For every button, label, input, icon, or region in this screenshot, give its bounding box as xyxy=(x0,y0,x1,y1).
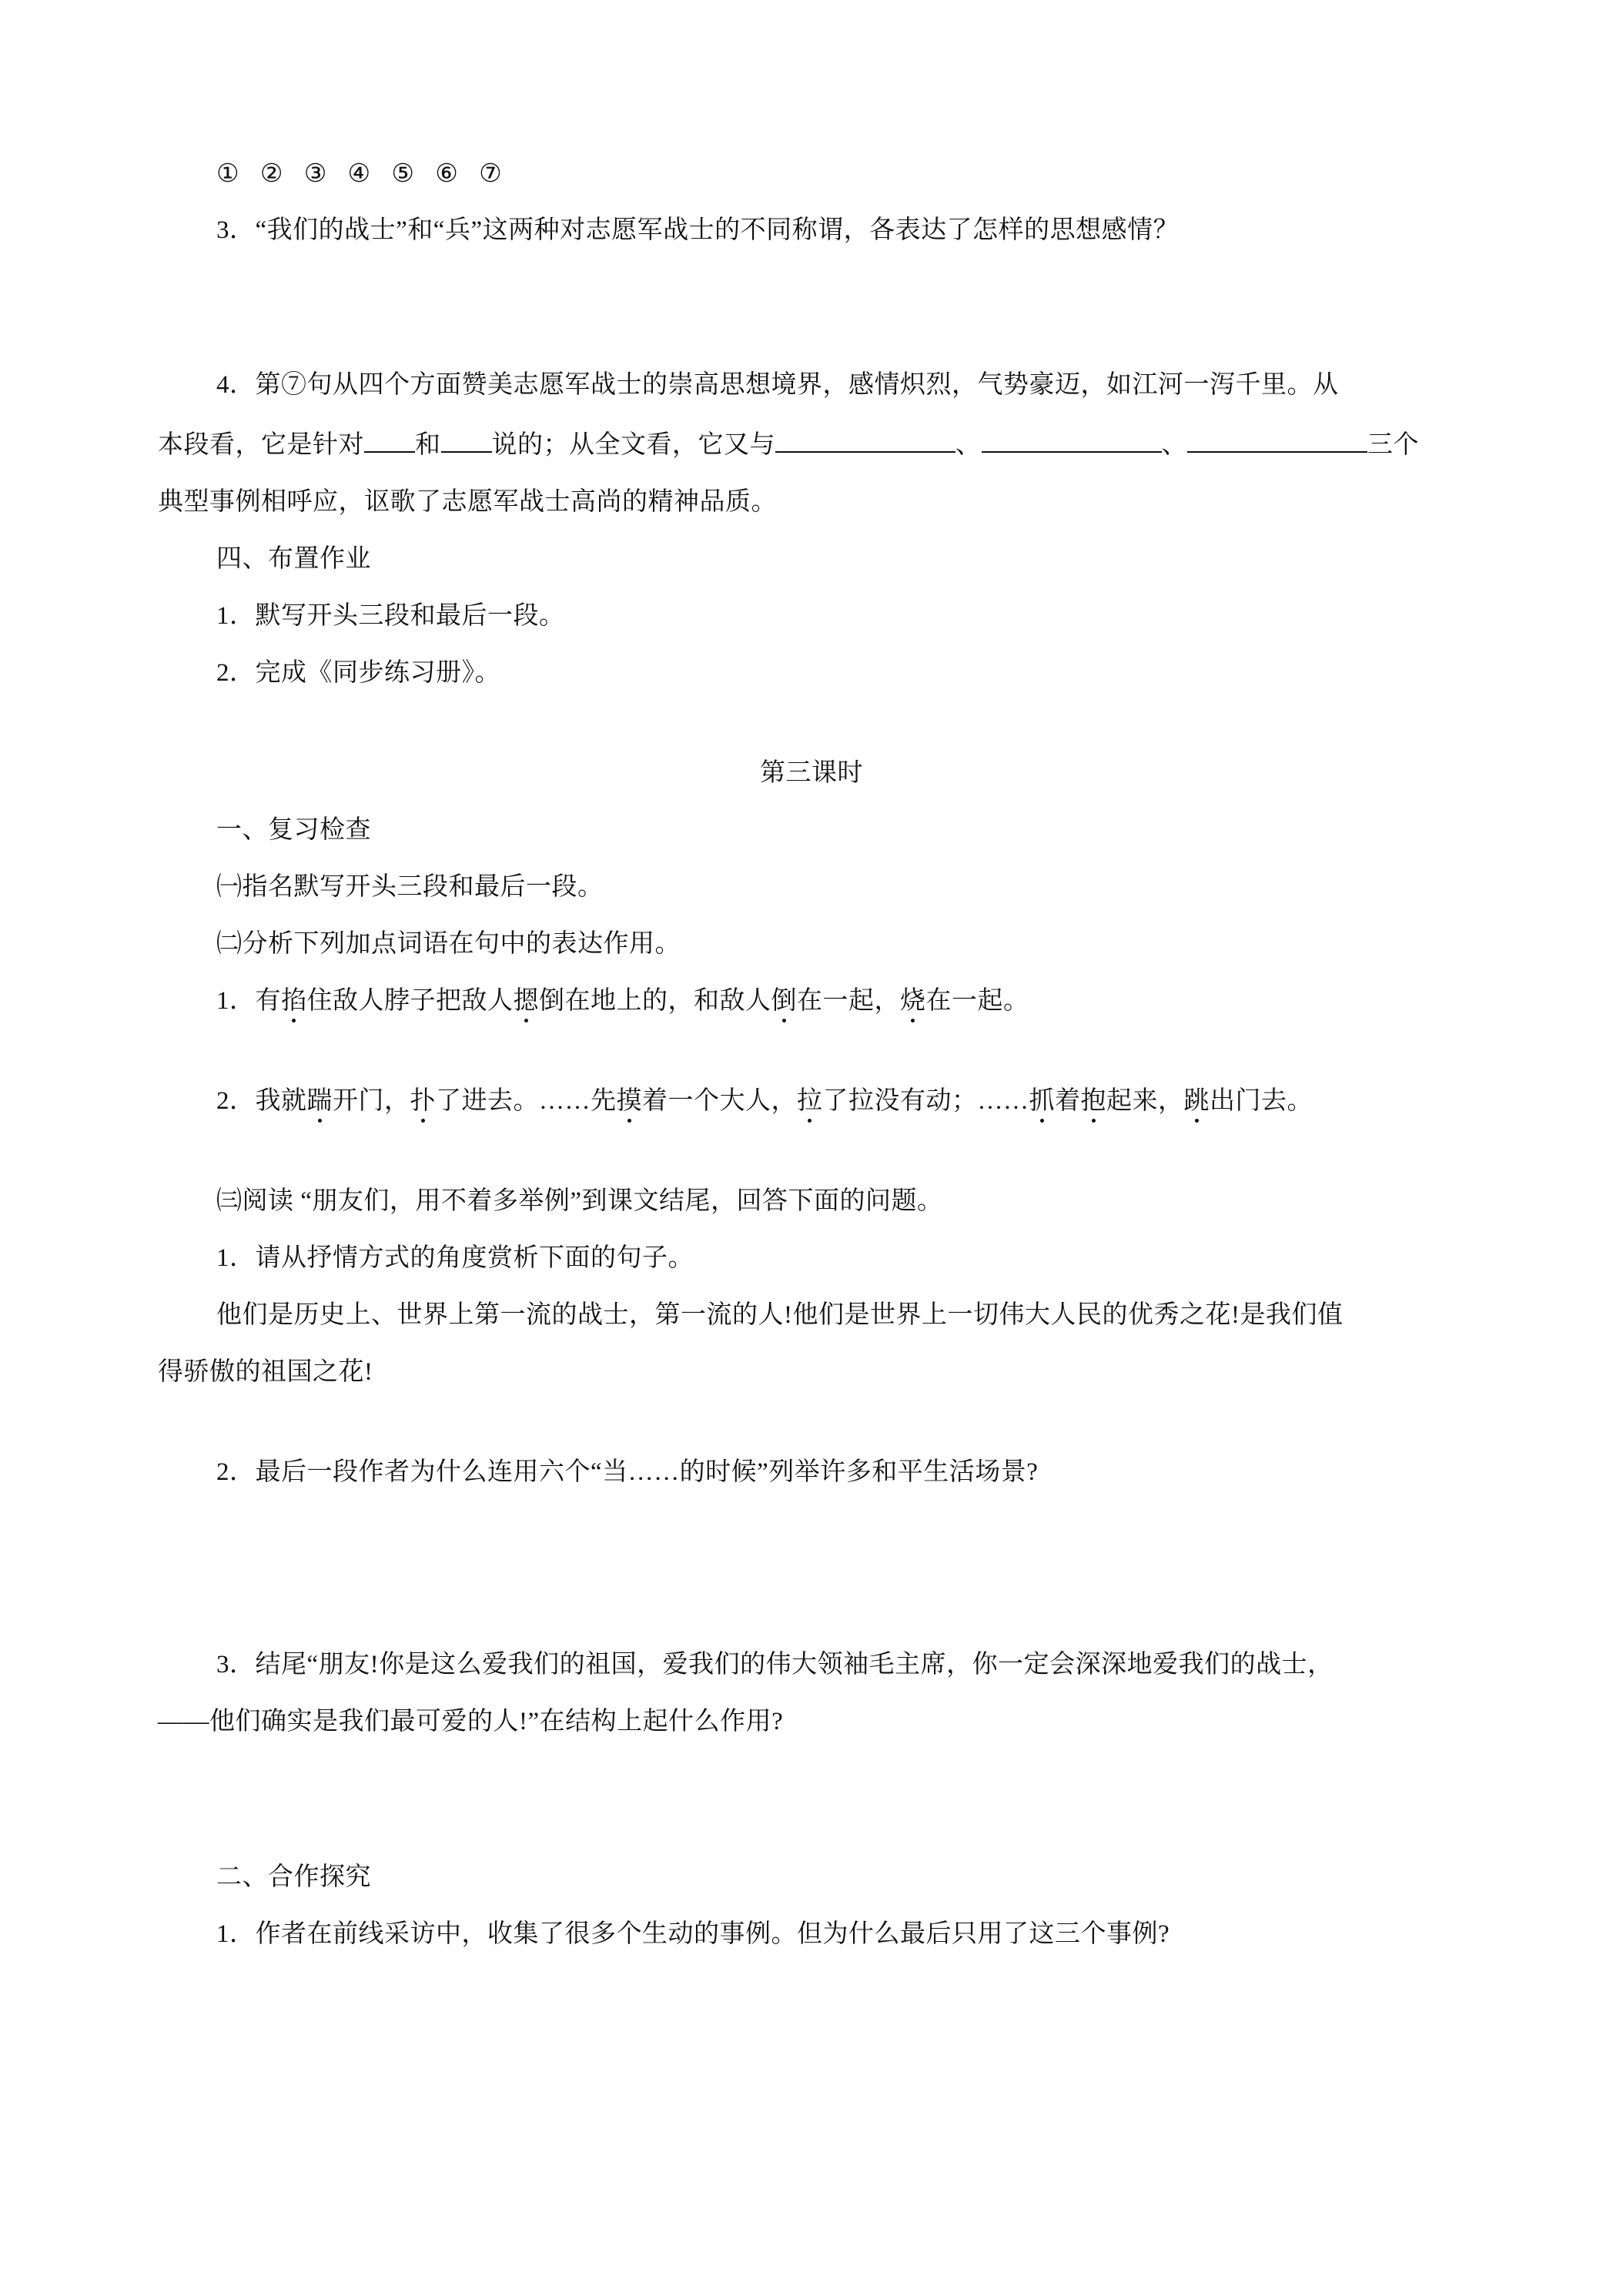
fill-blank[interactable] xyxy=(364,430,415,453)
circled-number-row xyxy=(216,159,502,189)
part-1-heading: 一、复习检查 xyxy=(216,816,371,844)
reading-question-3-line-1: 3．结尾“朋友!你是这么爱我们的祖国，爱我们的伟大领袖毛主席，你一定会深深地爱我们的战士， xyxy=(216,1651,1334,1678)
question-3: 3．“我们的战士”和“兵”这两种对志愿军战士的不同称谓，各表达了怎样的思想感情？ xyxy=(216,216,1180,244)
section-4-item-1: 1．默写开头三段和最后一段。 xyxy=(216,602,565,630)
text-segment: 着一个大人， xyxy=(642,1087,797,1115)
fill-blank[interactable] xyxy=(775,430,955,453)
text-segment: 在一起， xyxy=(797,987,900,1015)
text-segment: 住敌人脖子把敌人 xyxy=(306,987,514,1015)
text-segment: 着 xyxy=(1055,1087,1081,1115)
lesson-title: 第三课时 xyxy=(760,759,863,787)
text-segment: 起来， xyxy=(1106,1087,1184,1115)
text-segment: 开门， xyxy=(333,1087,410,1115)
circled-number: ⑤ xyxy=(391,160,415,188)
text-segment: 、 xyxy=(1161,431,1187,459)
text-segment: 了拉没有动；…… xyxy=(822,1087,1029,1115)
text-segment: 在一起。 xyxy=(925,987,1029,1015)
text-segment: 了进去。……先 xyxy=(436,1087,617,1115)
text-segment: 和 xyxy=(415,431,441,459)
emphasized-word: 拉 xyxy=(797,1087,823,1115)
emphasized-word: 跳 xyxy=(1183,1087,1210,1115)
text-segment: 说的；从全文看，它又与 xyxy=(491,431,775,459)
text-segment: 本段看，它是针对 xyxy=(158,431,364,459)
text-segment: 出门去。 xyxy=(1210,1087,1313,1115)
reading-question-3-line-2: ——他们确实是我们最可爱的人!”在结构上起什么作用? xyxy=(158,1708,784,1735)
emphasized-word: 掐 xyxy=(281,987,307,1015)
emphasized-word: 摁 xyxy=(513,987,539,1015)
emphasized-word: 抓 xyxy=(1029,1087,1055,1115)
emphasized-word: 踹 xyxy=(306,1087,333,1115)
circled-number: ① xyxy=(216,160,240,188)
emphasized-word: 烧 xyxy=(900,987,926,1015)
reading-quote-line-1: 他们是历史上、世界上第一流的战士，第一流的人!他们是世界上一切伟大人民的优秀之花!是我们值 xyxy=(216,1301,1344,1329)
reading-question-1: 1．请从抒情方式的角度赏析下面的句子。 xyxy=(216,1244,694,1272)
fill-blank[interactable] xyxy=(441,430,492,453)
part-1-sub-3: ㈢阅读 “朋友们，用不着多举例”到课文结尾，回答下面的问题。 xyxy=(216,1187,943,1215)
circled-number: ⑦ xyxy=(479,160,503,188)
circled-number: ③ xyxy=(303,160,327,188)
emphasized-word: 扑 xyxy=(410,1087,436,1115)
circled-number: ② xyxy=(259,160,283,188)
exercise-2 xyxy=(216,1086,1313,1116)
part-1-sub-2: ㈡分析下列加点词语在句中的表达作用。 xyxy=(216,930,681,958)
section-4-item-2: 2．完成《同步练习册》。 xyxy=(216,659,500,687)
fill-blank[interactable] xyxy=(1187,430,1367,453)
reading-quote-line-2: 得骄傲的祖国之花! xyxy=(158,1358,373,1386)
text-segment: 2．我就 xyxy=(216,1087,307,1115)
circled-number: ④ xyxy=(347,160,371,188)
emphasized-word: 摸 xyxy=(616,1087,642,1115)
question-4-line-2 xyxy=(158,430,1419,460)
text-segment: 三个 xyxy=(1367,431,1419,459)
exercise-1 xyxy=(216,986,1029,1016)
reading-question-2: 2．最后一段作者为什么连用六个“当……的时候”列举许多和平生活场景? xyxy=(216,1458,1039,1486)
emphasized-word: 倒 xyxy=(771,987,797,1015)
text-segment: 1．有 xyxy=(216,987,281,1015)
emphasized-word: 抱 xyxy=(1080,1087,1106,1115)
section-4-heading: 四、布置作业 xyxy=(216,545,371,573)
text-segment: 倒在地上的，和敌人 xyxy=(539,987,771,1015)
part-2-heading: 二、合作探究 xyxy=(216,1863,371,1891)
part-2-question-1: 1．作者在前线采访中，收集了很多个生动的事例。但为什么最后只用了这三个事例? xyxy=(216,1920,1170,1948)
question-4-line-3: 典型事例相呼应，讴歌了志愿军战士高尚的精神品质。 xyxy=(158,488,777,516)
text-segment: 、 xyxy=(955,431,982,459)
fill-blank[interactable] xyxy=(982,430,1162,453)
part-1-sub-1: ㈠指名默写开头三段和最后一段。 xyxy=(216,873,604,901)
question-4-line-1: 4．第⑦句从四个方面赞美志愿军战士的崇高思想境界，感情炽烈，气势豪迈，如江河一泻千里。从 xyxy=(216,371,1339,399)
circled-number: ⑥ xyxy=(435,160,459,188)
